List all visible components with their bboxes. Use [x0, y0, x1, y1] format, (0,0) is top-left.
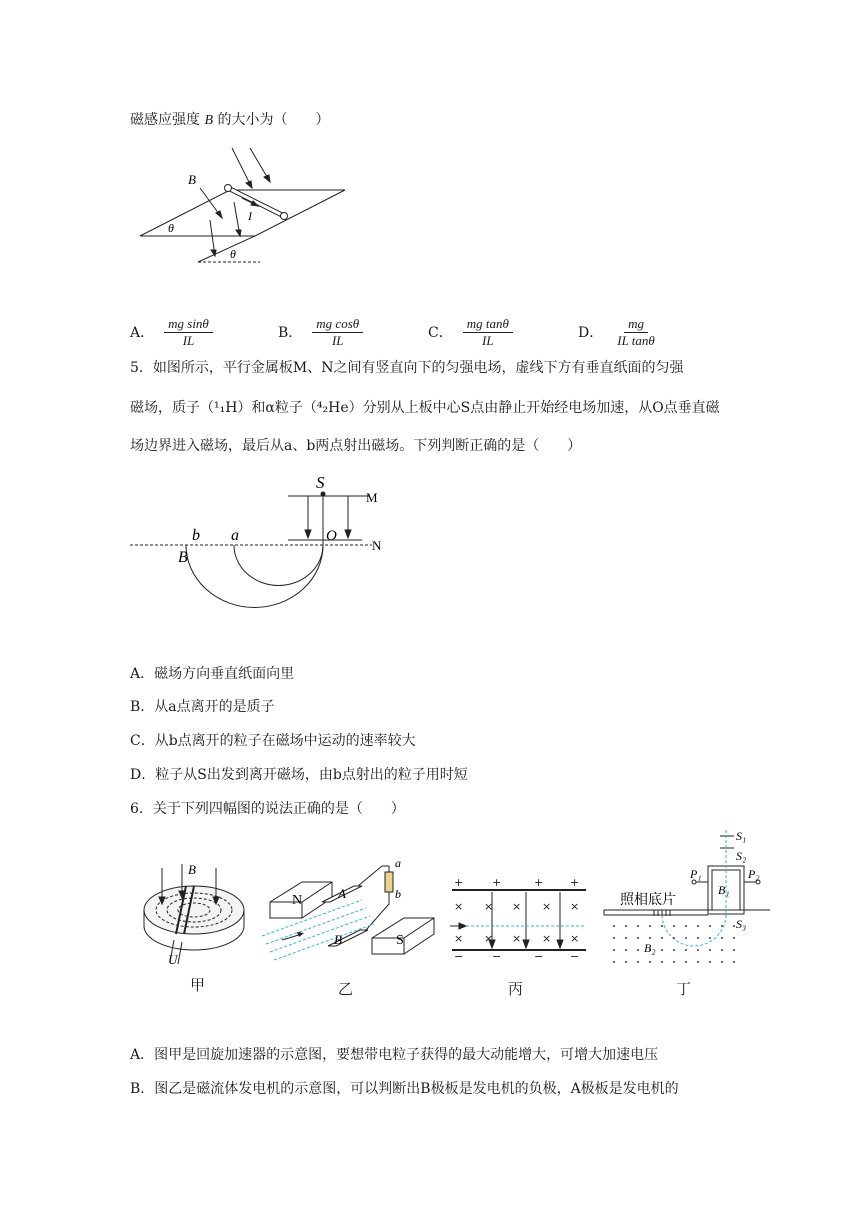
q6-fig4-label-S1: S₁: [736, 829, 747, 843]
q6-fig4-label-film: 照相底片: [620, 892, 676, 908]
q6-fig4-label-S2: S₂: [736, 849, 747, 863]
q6-figure-bing: [448, 876, 588, 963]
q6-fig4-label-P2: P₂: [748, 867, 760, 881]
q6-fig2-label-B: B: [334, 932, 342, 947]
q6-caption-bing: 丙: [508, 980, 524, 998]
svg-text:×: ×: [542, 932, 552, 945]
q4-label-B: B: [188, 172, 196, 187]
q6-fig1-label-U: U: [168, 952, 178, 967]
q6-fig2-label-a: a: [395, 856, 401, 870]
svg-text:−: −: [492, 950, 502, 963]
svg-text:−: −: [570, 950, 580, 963]
q4-label-I: I: [248, 209, 252, 223]
q6-caption-jia: 甲: [190, 976, 206, 994]
q6-caption-yi: 乙: [338, 980, 354, 998]
q6-fig4-label-P1: P₁: [690, 867, 702, 881]
q5-label-S: S: [316, 473, 325, 492]
q5-stem-line1: 5．如图所示，平行金属板M、N之间有竖直向下的匀强电场，虚线下方有垂直纸面的匀强: [130, 360, 684, 376]
q6-figure-jia: [134, 860, 254, 970]
q5-option-a: A．磁场方向垂直纸面向里: [130, 666, 295, 682]
svg-text:+: +: [454, 876, 464, 889]
q6-fig4-label-B2: B₂: [644, 941, 656, 955]
q6-figure-ding: [604, 830, 774, 970]
svg-text:×: ×: [512, 900, 522, 913]
q5-figure: [130, 470, 390, 620]
q5-label-a: a: [231, 527, 239, 544]
q5-label-O: O: [326, 528, 337, 544]
q5-label-b: b: [192, 527, 200, 544]
svg-text:+: +: [492, 876, 502, 889]
q6-fig4-label-B1: B₁: [718, 883, 730, 897]
q5-label-N: N: [372, 538, 382, 553]
svg-text:+: +: [534, 876, 544, 889]
q5-stem-line2: 磁场，质子（¹₁H）和α粒子（⁴₂He）分别从上板中心S点由静止开始经电场加速，从O点垂直磁: [130, 400, 720, 416]
q6-option-a: A．图甲是回旋加速器的示意图，要想带电粒子获得的最大动能增大，可增大加速电压: [130, 1047, 659, 1063]
q5-option-d: D．粒子从S出发到离开磁场，由b点射出的粒子用时短: [130, 767, 468, 783]
q6-caption-ding: 丁: [676, 980, 692, 998]
q6-fig2-label-N: N: [292, 893, 303, 908]
q4-option-d: D． $\frac{mg}{\text{IL tanθ}}$: [578, 315, 655, 348]
svg-text:×: ×: [570, 932, 580, 945]
svg-text:×: ×: [454, 932, 464, 945]
svg-text:×: ×: [512, 932, 522, 945]
q6-fig2-label-S: S: [396, 933, 404, 948]
q6-fig2-label-A: A: [338, 886, 346, 901]
q5-option-b: B．从a点离开的是质子: [130, 699, 275, 715]
q4-option-b: B． $\frac{\text{mg cosθ}}{IL}$: [278, 314, 363, 350]
q6-figure-yi: [262, 858, 432, 968]
svg-text:×: ×: [542, 900, 552, 913]
svg-text:+: +: [570, 876, 580, 889]
svg-text:×: ×: [484, 900, 494, 913]
q6-stem: 6．关于下列四幅图的说法正确的是（ ）: [130, 801, 405, 817]
q4-figure: [130, 140, 360, 270]
q5-option-c: C．从b点离开的粒子在磁场中运动的速率较大: [130, 733, 416, 749]
svg-text:−: −: [534, 950, 544, 963]
q4-option-a: A． $\frac{\text{mg sinθ}}{IL}$: [130, 314, 213, 350]
svg-text:×: ×: [454, 900, 464, 913]
svg-text:×: ×: [484, 932, 494, 945]
svg-text:−: −: [454, 950, 464, 963]
q4-stem: 磁感应强度 B 的大小为（ ）: [130, 112, 330, 128]
q6-fig4-label-S3: S₃: [736, 917, 747, 931]
q4-label-theta2: θ: [230, 247, 236, 261]
q6-fig1-label-B: B: [188, 862, 196, 877]
q5-label-M: M: [366, 490, 378, 505]
svg-text:×: ×: [570, 900, 580, 913]
q6-fig2-label-b: b: [395, 887, 401, 901]
q4-option-c: C． $\frac{\text{mg tanθ}}{IL}$: [428, 314, 513, 350]
q6-option-b: B．图乙是磁流体发电机的示意图，可以判断出B极板是发电机的负极，A极板是发电机的: [130, 1081, 679, 1097]
q5-label-B: B: [178, 549, 188, 566]
q5-stem-line3: 场边界进入磁场，最后从a、b两点射出磁场。下列判断正确的是（ ）: [130, 438, 582, 454]
q4-label-theta1: θ: [168, 221, 174, 235]
